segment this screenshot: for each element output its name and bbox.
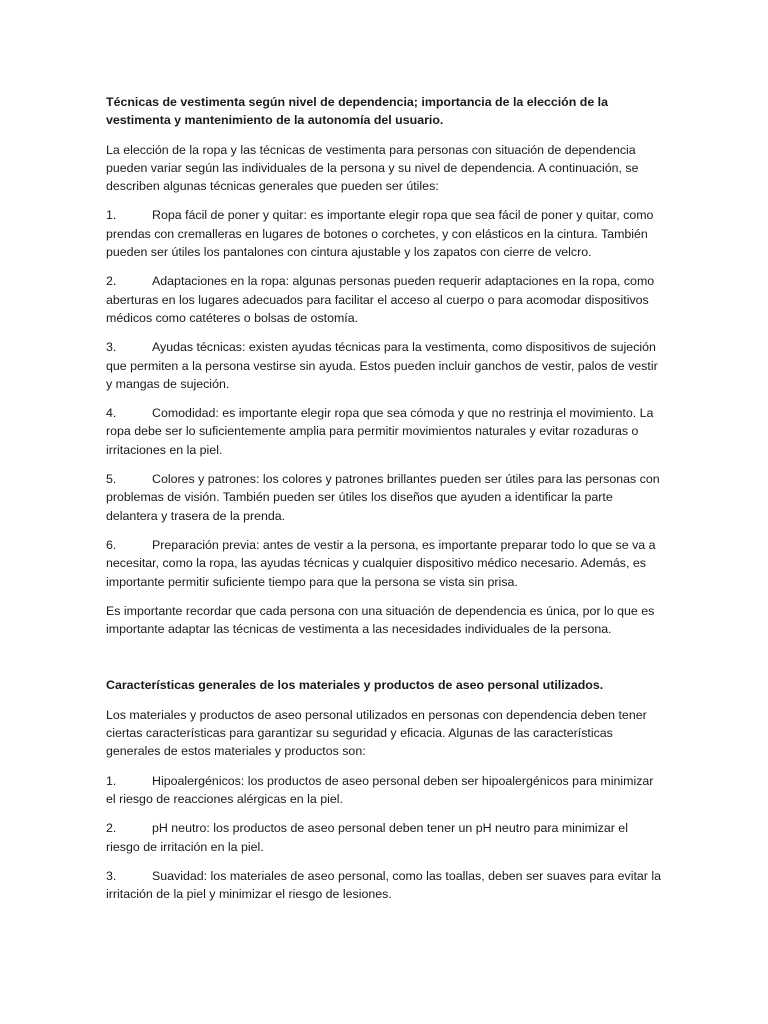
list-item [106,819,662,856]
document-body [106,93,662,914]
section-2-title: Características generales de los materiales y productos de aseo personal utilizados. [106,678,604,693]
list-item [106,536,662,591]
list-text: Comodidad: es importante elegir ropa que sea cómoda y que no restrinja el movimiento. La ropa debe ser lo suficientemente amplia para permitir movimientos naturales y evitar rozaduras o irritaciones en la piel. [106,406,654,457]
list-number: 5. [106,472,117,487]
section-1-closing: Es importante recordar que cada persona con una situación de dependencia es única, por lo que es importante adaptar las técnicas de vestimenta a las necesidades individuales de la persona. [106,603,655,637]
list-text: Suavidad: los materiales de aseo personal, como las toallas, deben ser suaves para evitar la irritación de la piel y minimizar el riesgo de lesiones. [106,868,661,902]
list-item [106,867,662,904]
list-item [106,772,662,809]
list-text: Adaptaciones en la ropa: algunas personas pueden requerir adaptaciones en la ropa, como aberturas en los lugares adecuados para facilitar el acceso al cuerpo o para acomodar dispositivos médicos como catéteres o bolsas de ostomía. [106,274,655,325]
list-text: Preparación previa: antes de vestir a la persona, es importante preparar todo lo que se va a necesitar, como la ropa, las ayudas técnicas y cualquier dispositivo médico necesario. Además, es importante permitir suficiente tiempo para que la persona se vista sin prisa. [106,537,656,589]
list-item [106,338,662,393]
section-1-intro: La elección de la ropa y las técnicas de vestimenta para personas con situación de dependencia pueden variar según las individuales de la persona y su nivel de dependencia. A continuación, se describen algunas técnicas generales que pueden ser útiles: [106,142,639,194]
list-text: Ropa fácil de poner y quitar: es importante elegir ropa que sea fácil de poner y quitar, como prendas con cremalleras en lugares de botones o corchetes, y con elásticos en la cintura. También pueden ser útiles los pantalones con cintura ajustable y los zapatos con cierre de velcro. [106,208,654,260]
list-number: 1. [106,208,117,223]
list-item [106,206,662,261]
list-number: 2. [106,821,117,836]
section-2-intro: Los materiales y productos de aseo personal utilizados en personas con dependencia deben tener ciertas características para garantizar su seguridad y eficacia. Algunas de las características generales de estos materiales y productos son: [106,707,647,759]
list-number: 1. [106,773,117,788]
list-item [106,272,662,327]
list-item [106,404,662,459]
section-1-title: Técnicas de vestimenta según nivel de dependencia; importancia de la elección de la vestimenta y mantenimiento de la autonomía del usuario. [106,95,608,128]
list-text: Colores y patrones: los colores y patrones brillantes pueden ser útiles para las personas con problemas de visión. También pueden ser útiles los diseños que ayuden a identificar la parte delantera y trasera de la prenda. [106,472,660,523]
list-text: pH neutro: los productos de aseo personal deben tener un pH neutro para minimizar el riesgo de irritación en la piel. [106,821,628,854]
list-number: 3. [106,340,117,355]
list-text: Ayudas técnicas: existen ayudas técnicas para la vestimenta, como dispositivos de sujeción que permiten a la persona vestirse sin ayuda. Estos pueden incluir ganchos de vestir, palos de vestir y mangas de sujeción. [106,340,658,391]
list-text: Hipoalergénicos: los productos de aseo personal deben ser hipoalergénicos para minimizar el riesgo de reacciones alérgicas en la piel. [106,773,654,806]
list-number: 6. [106,537,117,552]
list-item [106,470,662,525]
section-spacer [106,649,662,676]
list-number: 2. [106,274,117,289]
list-number: 3. [106,868,117,883]
list-number: 4. [106,406,117,421]
